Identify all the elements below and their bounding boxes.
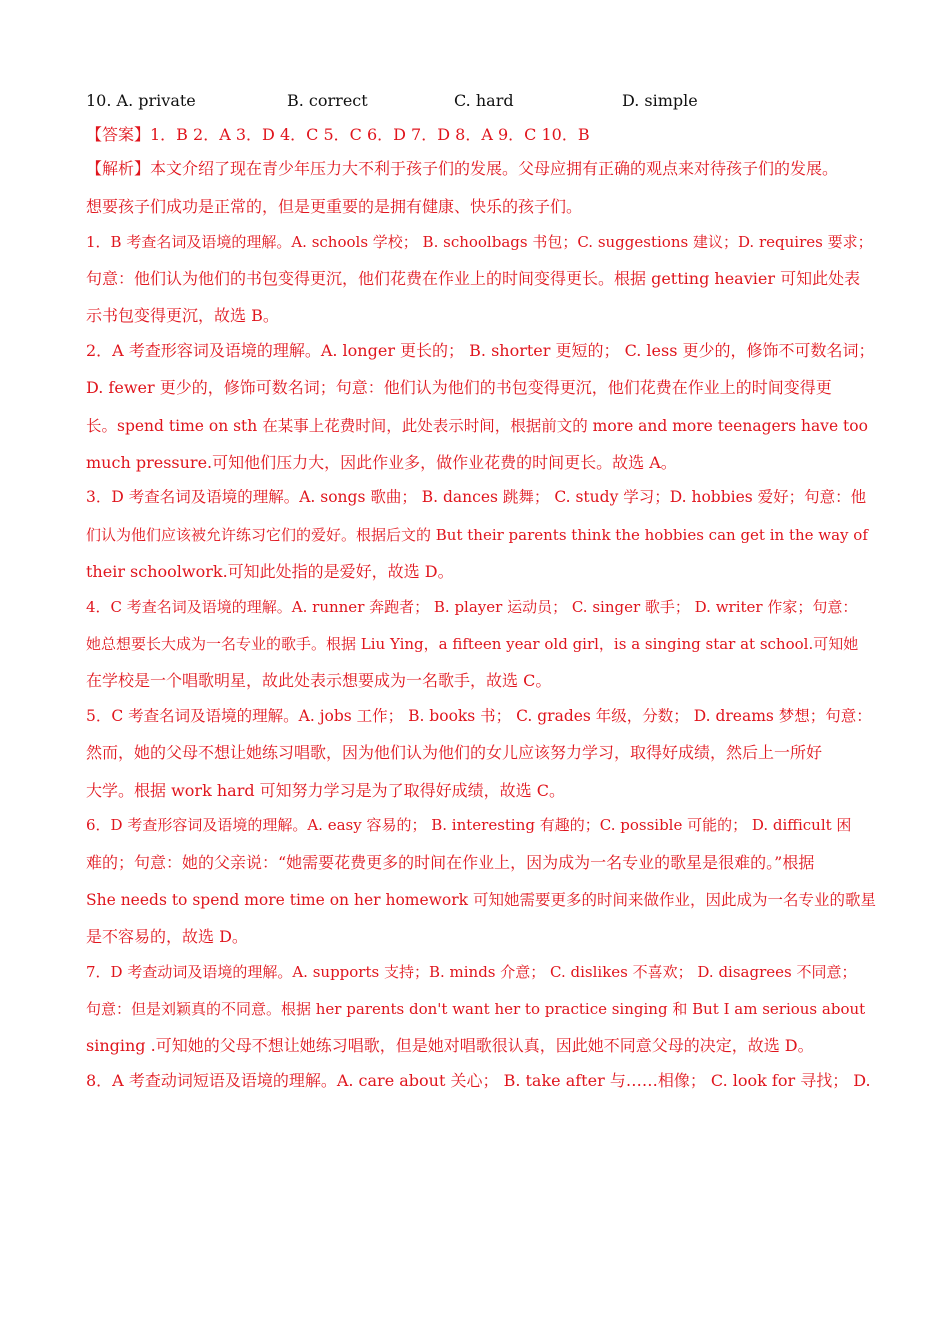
analysis-line: 7．D 考查动词及语境的理解。A. supports 支持；B. minds 介意； C. dislikes 不喜欢； D. disagrees 不同意；: [86, 963, 857, 981]
question-10-row: [86, 90, 876, 112]
analysis-line: 句意：他们认为他们的书包变得更沉，他们花费在作业上的时间变得更长。根据 getting heavier 可知此处表: [86, 269, 861, 288]
analysis-line: 3．D 考查名词及语境的理解。A. songs 歌曲； B. dances 跳舞； C. study 学习；D. hobbies 爱好；句意：他: [86, 488, 867, 506]
analysis-line: 想要孩子们成功是正常的，但是更重要的是拥有健康、快乐的孩子们。: [86, 197, 583, 216]
question-10-option-c: C. hard: [454, 91, 514, 110]
analysis-line: 句意：但是刘颖真的不同意。根据 her parents don't want her to practice singing 和 But I am serious about: [86, 1000, 866, 1018]
analysis-line: 示书包变得更沉，故选 B。: [86, 306, 279, 325]
analysis-line: 大学。根据 work hard 可知努力学习是为了取得好成绩，故选 C。: [86, 781, 565, 800]
question-10-number-and-option-a: 10. A. private: [86, 91, 196, 110]
analysis-line: 们认为他们应该被允许练习它们的爱好。根据后文的 But their parents think the hobbies can get in the way of: [86, 526, 868, 544]
analysis-line: 难的；句意：她的父亲说：“她需要花费更多的时间在作业上，因为成为一名专业的歌星是很难的。”根据: [86, 853, 815, 872]
question-10-option-d: D. simple: [622, 91, 698, 110]
analysis-line: 4．C 考查名词及语境的理解。A. runner 奔跑者； B. player 运动员； C. singer 歌手； D. writer 作家；句意：: [86, 598, 858, 616]
analysis-line: 长。spend time on sth 在某事上花费时间，此处表示时间，根据前文的 more and more teenagers have too: [86, 417, 868, 435]
analysis-line: 是不容易的，故选 D。: [86, 927, 248, 946]
analysis-line: 在学校是一个唱歌明星，故此处表示想要成为一名歌手，故选 C。: [86, 671, 552, 690]
analysis-line: their schoolwork.可知此处指的是爱好，故选 D。: [86, 562, 454, 581]
analysis-line: 5．C 考查名词及语境的理解。A. jobs 工作； B. books 书； C. grades 年级，分数； D. dreams 梦想；句意：: [86, 707, 872, 725]
answer-key-line: 【答案】1．B 2．A 3．D 4．C 5．C 6．D 7．D 8．A 9．C 10．B: [86, 125, 590, 144]
analysis-line: 然而，她的父母不想让她练习唱歌，因为他们认为他们的女儿应该努力学习，取得好成绩，然后上一所好: [86, 743, 823, 762]
analysis-line: 2．A 考查形容词及语境的理解。A. longer 更长的； B. shorter 更短的； C. less 更少的，修饰不可数名词；: [86, 341, 875, 360]
analysis-line: 【解析】本文介绍了现在青少年压力大不利于孩子们的发展。父母应拥有正确的观点来对待孩子们的发展。: [86, 159, 839, 178]
analysis-line: 她总想要长大成为一名专业的歌手。根据 Liu Ying，a fifteen year old girl，is a singing star at school.可知她: [86, 635, 859, 653]
analysis-line: 6．D 考查形容词及语境的理解。A. easy 容易的； B. interesting 有趣的；C. possible 可能的； D. difficult 困: [86, 816, 852, 834]
analysis-line: She needs to spend more time on her homework 可知她需要更多的时间来做作业，因此成为一名专业的歌星: [86, 891, 876, 909]
analysis-line: 1．B 考查名词及语境的理解。A. schools 学校； B. schoolbags 书包；C. suggestions 建议；D. requires 要求；: [86, 233, 873, 251]
analysis-line: 8．A 考查动词短语及语境的理解。A. care about 关心； B. take after 与……相像； C. look for 寻找； D.: [86, 1071, 871, 1090]
question-10-option-b: B. correct: [287, 91, 368, 110]
analysis-line: singing .可知她的父母不想让她练习唱歌，但是她对唱歌很认真，因此她不同意父母的决定，故选 D。: [86, 1036, 814, 1055]
analysis-line: much pressure.可知他们压力大，因此作业多，做作业花费的时间更长。故选 A。: [86, 453, 677, 472]
analysis-line: D. fewer 更少的，修饰可数名词；句意：他们认为他们的书包变得更沉，他们花费在作业上的时间变得更: [86, 378, 832, 397]
